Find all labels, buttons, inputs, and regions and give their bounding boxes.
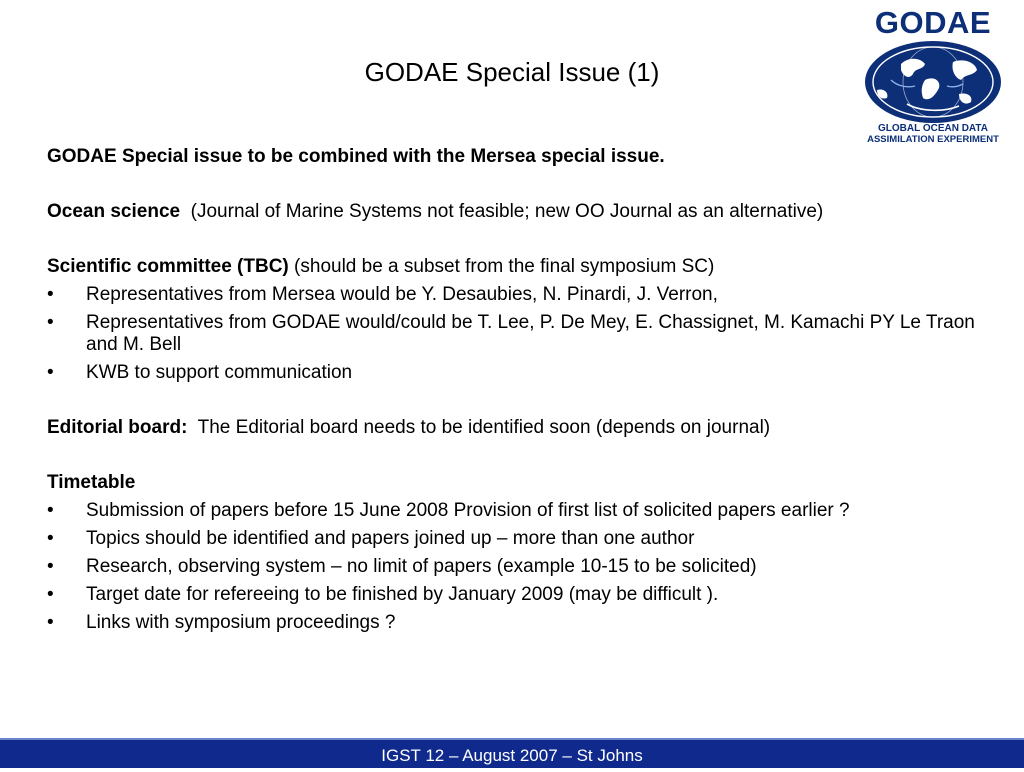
- bullet-icon: •: [47, 556, 54, 577]
- slide-body: [47, 146, 997, 634]
- ocean-science-line: [47, 201, 997, 223]
- list-item: • Target date for refereeing to be finished by January 2009 (may be difficult ).: [47, 584, 719, 605]
- list-item: • Submission of papers before 15 June 2008 Provision of first list of solicited papers earlier ?: [47, 500, 850, 521]
- bullet-icon: •: [47, 362, 54, 383]
- logo-subtitle-line2: ASSIMILATION EXPERIMENT: [867, 134, 999, 145]
- list-item: • Research, observing system – no limit of papers (example 10-15 to be solicited): [47, 556, 757, 577]
- bullet-icon: •: [47, 500, 54, 521]
- committee-label: Scientific committee (TBC): [47, 256, 289, 277]
- intro-line: GODAE Special issue to be combined with the Mersea special issue.: [47, 146, 665, 167]
- slide-title: GODAE Special Issue (1): [364, 57, 660, 87]
- bullet-icon: •: [47, 612, 54, 633]
- bullet-icon: •: [47, 312, 54, 333]
- godae-logo: [858, 4, 1008, 148]
- list-item: • Topics should be identified and papers joined up – more than one author: [47, 528, 695, 549]
- committee-text: (should be a subset from the final symposium SC): [294, 256, 715, 277]
- editorial-text: The Editorial board needs to be identified soon (depends on journal): [197, 417, 771, 438]
- editorial-line: [47, 417, 997, 439]
- editorial-label: Editorial board:: [47, 417, 188, 438]
- list-item: • Representatives from GODAE would/could be T. Lee, P. De Mey, E. Chassignet, M. Kamachi PY Le Traon and M. Bell: [47, 312, 975, 355]
- footer-text: IGST 12 – August 2007 – St Johns: [381, 746, 643, 765]
- logo-subtitle-line1: GLOBAL OCEAN DATA: [878, 123, 988, 134]
- globe-icon: [863, 40, 1003, 124]
- timetable-heading: Timetable: [47, 472, 136, 493]
- committee-line: [47, 256, 997, 278]
- logo-wordmark: GODAE: [874, 5, 992, 40]
- bullet-icon: •: [47, 584, 54, 605]
- bullet-icon: •: [47, 284, 54, 305]
- list-item: • Links with symposium proceedings ?: [47, 612, 396, 633]
- ocean-science-text: (Journal of Marine Systems not feasible; new OO Journal as an alternative): [190, 201, 824, 222]
- list-item: • KWB to support communication: [47, 362, 353, 383]
- ocean-science-label: Ocean science: [47, 201, 181, 222]
- footer-bar: [0, 738, 1024, 768]
- bullet-icon: •: [47, 528, 54, 549]
- list-item: • Representatives from Mersea would be Y. Desaubies, N. Pinardi, J. Verron,: [47, 284, 718, 305]
